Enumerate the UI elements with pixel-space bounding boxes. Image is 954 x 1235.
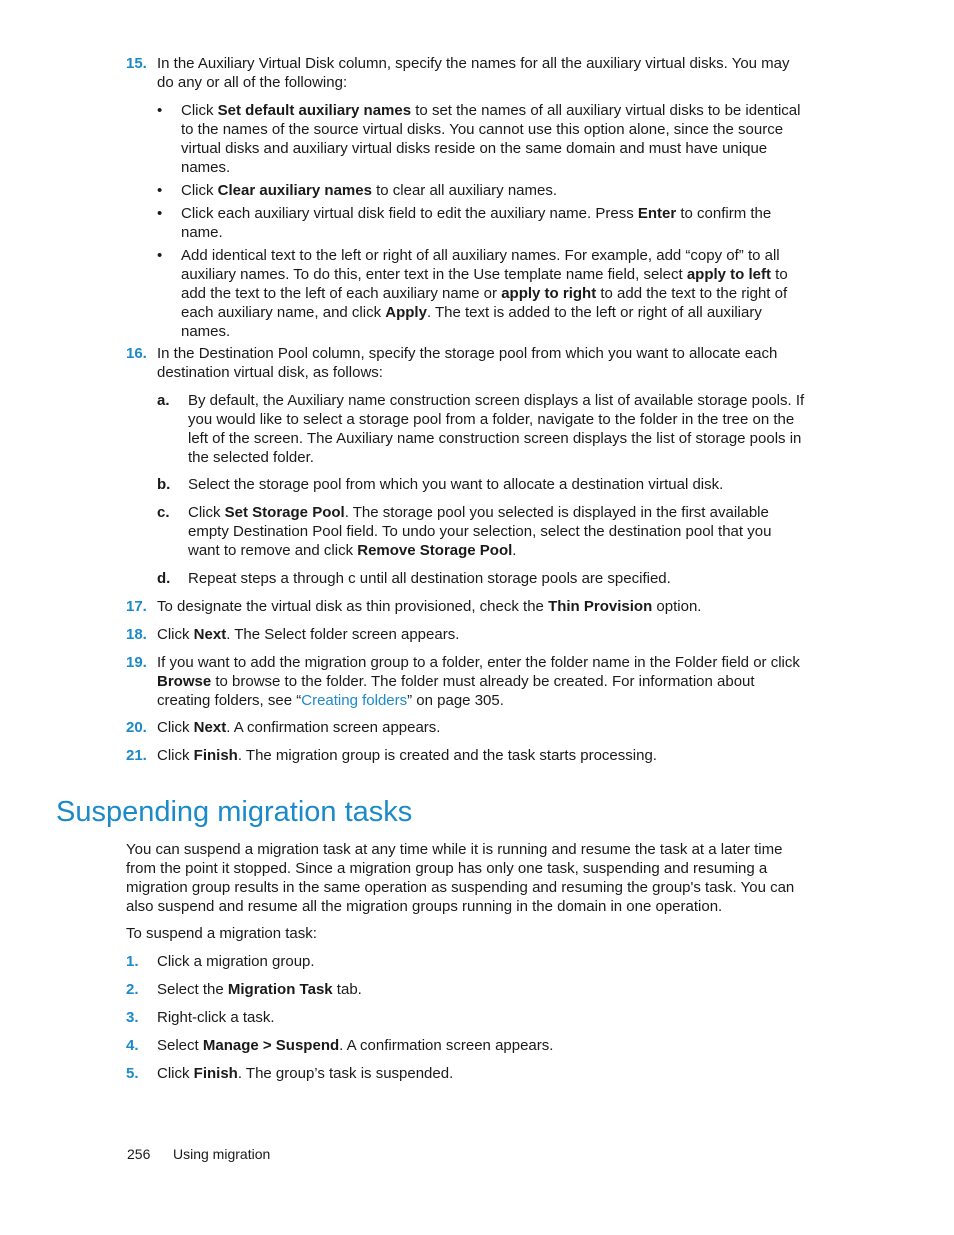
step-17 — [126, 597, 806, 616]
section-heading: Suspending migration tasks — [56, 796, 413, 828]
substep-label: a. — [157, 392, 170, 409]
bullet-text: Click each auxiliary virtual disk field to edit the auxiliary name. Press Enter to confirm the name. — [181, 205, 772, 241]
step-text: Select Manage > Suspend. A confirmation screen appears. — [157, 1037, 554, 1054]
step-number: 18. — [126, 626, 147, 643]
section-intro: You can suspend a migration task at any time while it is running and resume the task at a later time from the point it stopped. Since a migration group has only one task, suspending and resuming a migration group results in the same operation as suspending and resuming the group's task. You can also suspend and resume all the migration groups running in the domain in one operation. — [126, 841, 795, 915]
substep-text: Select the storage pool from which you want to allocate a destination virtual disk. — [188, 476, 724, 493]
step-21 — [126, 746, 806, 765]
step-number: 5. — [126, 1065, 139, 1082]
substep-a — [157, 391, 805, 467]
step-20 — [126, 718, 806, 737]
bullet-item — [157, 204, 805, 242]
substep-b — [157, 475, 805, 494]
step-number: 4. — [126, 1037, 139, 1054]
step-text: Click Finish. The group’s task is suspended. — [157, 1065, 454, 1082]
step-18 — [126, 625, 806, 644]
substep-text: By default, the Auxiliary name construction screen displays a list of available storage pools. If you would like to select a storage pool from a folder, navigate to the folder in the tree on the left of the screen. The Auxiliary name construction screen displays the list of storage pools in the selected folder. — [188, 392, 805, 466]
section-lead: To suspend a migration task: — [126, 925, 317, 942]
bullet-dot-icon: • — [157, 182, 163, 199]
step-number: 21. — [126, 747, 147, 764]
bullet-dot-icon: • — [157, 205, 163, 222]
substep-d — [157, 569, 805, 588]
suspend-step-1 — [126, 952, 806, 971]
bullet-dot-icon: • — [157, 247, 163, 264]
substep-c — [157, 503, 805, 560]
chapter-title: Using migration — [173, 1146, 271, 1162]
step-text: If you want to add the migration group to a folder, enter the folder name in the Folder field or click Browse to browse to the folder. The folder must already be created. For information about creating folders, see “Creating folders” on page 305. — [157, 654, 800, 709]
step-text: In the Destination Pool column, specify the storage pool from which you want to allocate each destination virtual disk, as follows: — [157, 345, 778, 381]
suspend-step-3 — [126, 1008, 806, 1027]
suspend-step-2 — [126, 980, 806, 999]
step-text: Select the Migration Task tab. — [157, 981, 362, 998]
bullet-text: Click Set default auxiliary names to set the names of all auxiliary virtual disks to be identical to the names of the source virtual disks. You cannot use this option alone, since the source virtual disks and auxiliary virtual disks reside on the same domain and must have unique names. — [181, 102, 801, 176]
step-15 — [126, 54, 806, 92]
bullet-item — [157, 181, 805, 200]
step-text: Right-click a task. — [157, 1009, 275, 1026]
step-text: Click Next. A confirmation screen appears. — [157, 719, 441, 736]
suspend-step-4 — [126, 1036, 806, 1055]
step-number: 16. — [126, 345, 147, 362]
page-number: 256 — [127, 1146, 151, 1162]
step-text: Click a migration group. — [157, 953, 315, 970]
bullet-item — [157, 101, 805, 177]
substep-label: b. — [157, 476, 171, 493]
step-number: 15. — [126, 55, 147, 72]
step-16 — [126, 344, 806, 382]
step-number: 19. — [126, 654, 147, 671]
step-text: To designate the virtual disk as thin provisioned, check the Thin Provision option. — [157, 598, 702, 615]
page-footer — [127, 1145, 270, 1164]
step-number: 17. — [126, 598, 147, 615]
suspend-step-5 — [126, 1064, 806, 1083]
substep-text: Repeat steps a through c until all destination storage pools are specified. — [188, 570, 671, 587]
step-number: 1. — [126, 953, 139, 970]
substep-label: c. — [157, 504, 170, 521]
bullet-item — [157, 246, 805, 341]
step-19 — [126, 653, 806, 710]
step-number: 3. — [126, 1009, 139, 1026]
step-text: Click Finish. The migration group is created and the task starts processing. — [157, 747, 657, 764]
step-text: Click Next. The Select folder screen appears. — [157, 626, 460, 643]
step-text: In the Auxiliary Virtual Disk column, specify the names for all the auxiliary virtual disks. You may do any or all of the following: — [157, 55, 790, 91]
bullet-text: Click Clear auxiliary names to clear all auxiliary names. — [181, 182, 558, 199]
step-number: 2. — [126, 981, 139, 998]
step-number: 20. — [126, 719, 147, 736]
substep-text: Click Set Storage Pool. The storage pool you selected is displayed in the first available empty Destination Pool field. To undo your selection, select the destination pool that you want to remove and click Remove Storage Pool. — [188, 504, 772, 559]
creating-folders-link[interactable]: Creating folders — [301, 692, 408, 709]
bullet-dot-icon: • — [157, 102, 163, 119]
bullet-text: Add identical text to the left or right of all auxiliary names. For example, add “copy of” to all auxiliary names. To do this, enter text in the Use template name field, select apply to left to add the text to the left of each auxiliary name or apply to right to add the text to the right of each auxiliary name, and click Apply. The text is added to the left or right of all auxiliary names. — [181, 247, 788, 340]
substep-label: d. — [157, 570, 171, 587]
